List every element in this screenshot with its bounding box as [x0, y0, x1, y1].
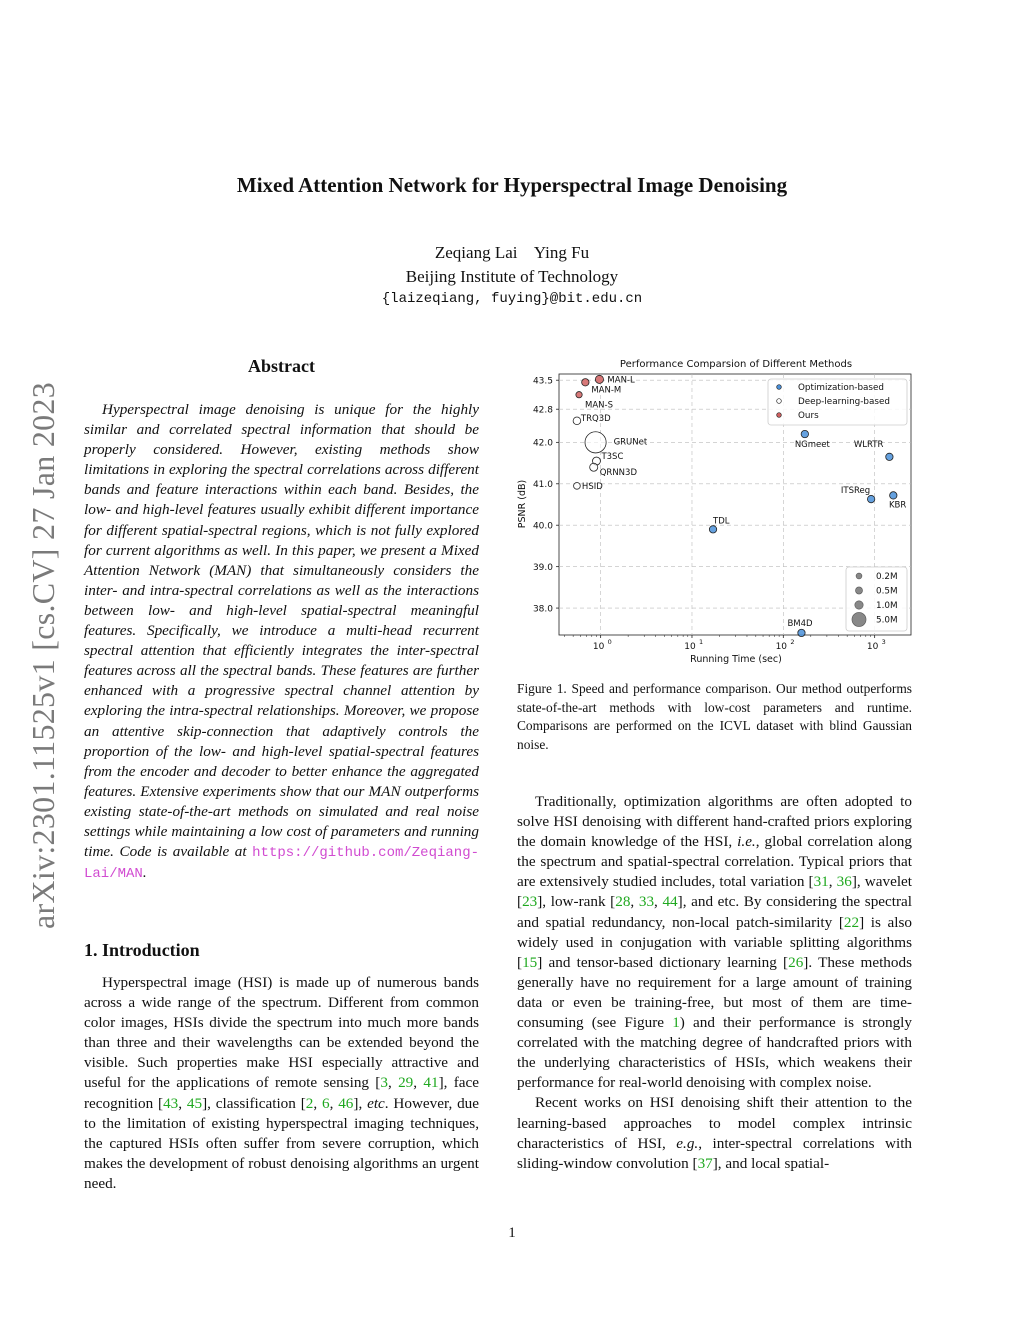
legend-label: Ours — [798, 411, 819, 421]
size-legend-marker — [855, 587, 862, 594]
citation-link[interactable]: 3 — [380, 1074, 388, 1092]
abstract-end: . — [142, 864, 147, 882]
point-man-l — [595, 375, 603, 383]
point-label-bm4d: BM4D — [787, 618, 813, 629]
code-link[interactable]: https://github.com/Zeqiang-Lai/MAN — [84, 845, 479, 883]
size-legend-label: 1.0M — [876, 601, 898, 611]
paper-title: Mixed Attention Network for Hyperspectral Image Denoising — [236, 173, 788, 197]
point-label-itsreg: ITSReg — [840, 486, 871, 497]
x-tick-exponent: 2 — [790, 638, 795, 646]
body-text: Recent works on HSI denoising shift their attention to the learning-based approaches to model complex intrinsic characteristics of HSI, — [517, 1094, 912, 1152]
y-tick-label: 38.0 — [532, 604, 553, 615]
figure-1 — [517, 356, 917, 676]
intro-text: ], — [353, 1094, 368, 1112]
x-tick-label: 10 — [866, 642, 879, 652]
affiliation: Beijing Institute of Technology — [405, 267, 619, 286]
point-label-ngmeet: NGmeet — [794, 440, 830, 451]
body-text: ] is also widely used in conjugation with variable splitting algorithms [ — [517, 913, 912, 971]
intro-text: Hyperspectral image (HSI) is made up of numerous bands across a wide range of the spectrum. Different from common color images, HSIs divide the spectrum into much more bands than three and their wavelengths can be extended beyond the visible. Such properties make HSI especially attractive and useful for the applications of remote sensing [ — [84, 974, 479, 1092]
citation-link[interactable]: 28 — [615, 893, 631, 911]
arxiv-id: arXiv:2301.11525v1 [cs.CV] 27 Jan 2023 — [25, 381, 62, 929]
author-email: {laizeqiang, fuying}@bit.edu.cn — [381, 291, 643, 307]
size-legend-marker — [856, 573, 862, 579]
legend-marker — [777, 399, 782, 404]
legend-label: Optimization-based — [798, 383, 885, 393]
legend-label: Deep-learning-based — [798, 397, 890, 407]
size-legend-label: 0.2M — [876, 572, 898, 582]
citation-link[interactable]: 41 — [423, 1074, 439, 1092]
point-label-qrnn3d: QRNN3D — [599, 468, 638, 479]
author-block — [0, 241, 1024, 289]
intro-etc: etc — [367, 1094, 385, 1112]
body-eg: e.g. — [676, 1134, 699, 1152]
body-ie: i.e. — [737, 833, 756, 851]
point-qrnn3d — [590, 463, 598, 471]
size-legend-marker — [852, 612, 866, 626]
point-ngmeet — [801, 430, 808, 437]
body-text: , global correlation along the spectrum and spatial-spectral correlation. Typical priors that are extensively studied includes, total variation [ — [517, 833, 912, 891]
citation-link[interactable]: 37 — [697, 1154, 713, 1172]
point-label-trq3d: TRQ3D — [580, 413, 611, 424]
citation-link[interactable]: 6 — [321, 1094, 330, 1112]
abstract-text: Hyperspectral image denoising is unique for the highly similar and correlated spectral information that should be properly considered. However, existing methods show limitations in exploring the spectral correlations across different bands and feature interactions within each band. Besides, the low- and high-level features usually exhibit different importance for different spatial-spectral regions, which is not fully explored for current algorithms as well. In this paper, we present a Mixed Attention Network (MAN) that simultaneously considers the inter- and intra-spectral correlations as well as the interactions between low- and high-level spatial-spectral meaningful features. Specifically, we introduce a multi-head recurrent spectral attention that efficiently integrates the inter-spectral features across all the spectral bands. These features are further enhanced with a progressive spectral channel attention by exploring the intra-spectral relationships. Moreover, we propose an attentive skip-connection that adaptively controls the proportion of the low- and high-level spatial-spectral features from the encoder and decoder to better enhance the aggregated features. Extensive experiments show that our MAN outperforms existing state-of-the-art methods on simulated and real noise settings while maintaining a low cost of parameters and running time. Code is available at — [84, 401, 479, 861]
point-hsid — [574, 483, 581, 490]
point-label-hsid: HSID — [581, 481, 603, 492]
citation-link[interactable]: 36 — [836, 873, 852, 891]
citation-link[interactable]: 45 — [186, 1094, 203, 1112]
citation-link[interactable]: 31 — [813, 873, 829, 891]
citation-link[interactable]: 23 — [522, 893, 538, 911]
arxiv-stamp — [14, 360, 74, 950]
abstract-heading: Abstract — [248, 356, 315, 376]
citation-link[interactable]: 33 — [638, 893, 655, 911]
author-names: Zeqiang Lai Ying Fu — [434, 243, 590, 262]
point-grunet — [585, 432, 606, 453]
abstract-body — [84, 400, 479, 884]
y-tick-label: 40.0 — [532, 521, 553, 532]
x-tick-label: 10 — [775, 642, 788, 652]
point-trq3d — [573, 417, 581, 425]
figure-caption: Figure 1. Speed and performance comparison. Our method outperforms state-of-the-art methods with low-cost parameters and runtime. Comparisons are performed on the ICVL dataset with blind Gaussian noise. — [517, 681, 912, 752]
point-label-kbr: KBR — [888, 500, 907, 511]
citation-link[interactable]: 2 — [305, 1094, 314, 1112]
point-wlrtr — [886, 453, 893, 460]
page-number: 1 — [508, 1225, 516, 1241]
citation-link[interactable]: 43 — [163, 1094, 179, 1112]
point-tdl — [709, 526, 716, 533]
body-text: ] and tensor-based dictionary learning [ — [537, 953, 789, 971]
size-legend-label: 5.0M — [876, 615, 898, 626]
y-axis-label: PSNR (dB) — [517, 479, 528, 529]
point-kbr — [890, 492, 897, 499]
body-text: Traditionally, optimization algorithms are often adopted to solve HSI denoising with different hand-crafted priors exploring the domain knowledge of the HSI, — [517, 793, 912, 851]
performance-chart — [517, 356, 917, 676]
chart-title: Performance Comparsion of Different Methods — [619, 359, 853, 370]
citation-link[interactable]: 29 — [398, 1074, 414, 1092]
point-label-grunet: GRUNet — [613, 437, 648, 448]
x-tick-exponent: 3 — [881, 638, 886, 646]
point-label-man-m: MAN-M — [591, 385, 622, 396]
point-label-t3sc: T3SC — [601, 452, 624, 462]
legend-sizes — [846, 567, 907, 631]
intro-text: . However, due to the limitation of existing hyperspectral imaging techniques, the captured HSIs often suffer from severe corruption, which makes the development of robust denoising algorithms an urgent need. — [84, 1094, 480, 1192]
citation-link[interactable]: 22 — [843, 913, 860, 931]
citation-link[interactable]: 46 — [338, 1094, 354, 1112]
body-text: ], and etc. By considering the spectral and spatial redundancy, non-local patch-similarity [ — [517, 893, 913, 931]
x-axis-label: Running Time (sec) — [690, 654, 782, 665]
right-column-body: Traditionally, optimization algorithms are often adopted to solve HSI denoising with different hand-crafted priors exploring the domain knowledge of the HSI, i.e., global correlation along the spectrum and spatial-spectral correlation. Typical priors that are extensively studied includes, total variation [31, 36], wavelet [23], low-rank [28, 33, 44], and etc. By considering the spectral and spatial redundancy, non-local patch-similarity [22] is also widely used in conjugation with variable splitting algorithms [15] and tensor-based dictionary learning [26]. These methods generally have no requirement for a large amount of training data or even be training-free, but most of them are time-consuming (see Figure 1) and their performance is strongly correlated with the matching degree of handcrafted priors with the underlying characteristics of HSIs, which weakens their performance for real-world denoising with complex noise. Recent works on HSI denoising shift their attention to the learning-based approaches to model complex intrinsic characteristics of HSI, e.g., inter-spectral correlations with sliding-window convolution [37], and local spatial- — [517, 793, 913, 1172]
legend-marker — [777, 385, 782, 390]
body-text: , inter-spectral correlations with sliding-window convolution [ — [517, 1134, 913, 1172]
y-tick-label: 41.0 — [532, 480, 553, 491]
body-text: ], low-rank [ — [537, 893, 616, 911]
citation-link[interactable]: 15 — [522, 953, 538, 971]
citation-link[interactable]: 44 — [662, 893, 678, 911]
legend-marker — [777, 413, 782, 418]
figure-ref-link[interactable]: 1 — [672, 1014, 680, 1032]
body-text: ) and their performance is strongly correlated with the matching degree of handcrafted priors with the underlying characteristics of HSIs, which weakens their performance for real-world denoising with complex noise. — [517, 1014, 912, 1092]
x-tick-label: 10 — [684, 642, 696, 652]
point-label-tdl: TDL — [713, 516, 730, 527]
intro-text: ], classification [ — [202, 1094, 306, 1112]
legend-categories — [768, 379, 907, 425]
y-tick-label: 42.0 — [532, 438, 553, 449]
y-tick-label: 42.8 — [532, 405, 553, 416]
x-tick-exponent: 0 — [607, 638, 612, 646]
body-text: ], wavelet [ — [517, 873, 912, 911]
citation-link[interactable]: 26 — [788, 953, 804, 971]
point-itsreg — [867, 495, 874, 502]
x-tick-label: 10 — [592, 642, 605, 652]
size-legend-label: 0.5M — [876, 586, 898, 597]
y-tick-label: 43.5 — [532, 376, 553, 387]
point-man-s — [576, 392, 582, 398]
body-text: ]. These methods generally have no requirement for a large amount of training data or even be training-free, but most of them are time-consuming (see Figure — [517, 953, 912, 1032]
intro-heading: 1. Introduction — [84, 940, 200, 960]
x-tick-exponent: 1 — [698, 638, 704, 646]
point-bm4d — [798, 629, 805, 636]
point-label-man-l: MAN-L — [607, 375, 635, 386]
body-text: ], and local spatial- — [712, 1154, 830, 1172]
point-label-wlrtr: WLRTR — [853, 439, 884, 450]
point-man-m — [582, 379, 589, 386]
size-legend-marker — [855, 601, 863, 609]
point-label-man-s: MAN-S — [585, 400, 614, 411]
intro-body: Hyperspectral image (HSI) is made up of numerous bands across a wide range of the spectrum. Different from common color images, HSIs divide the spectrum into much more bands than three and their wavelengths can be extended beyond the visible. Such properties make HSI especially attractive and useful for the applications of remote sensing [3, 29, 41], face recognition [43, 45], classification [2, 6, 46], etc. However, due to the limitation of existing hyperspectral imaging techniques, the captured HSIs often suffer from severe corruption, which makes the development of robust denoising algorithms an urgent need. — [84, 974, 480, 1192]
y-tick-label: 39.0 — [532, 562, 553, 573]
intro-text: ], face recognition [ — [84, 1074, 480, 1112]
